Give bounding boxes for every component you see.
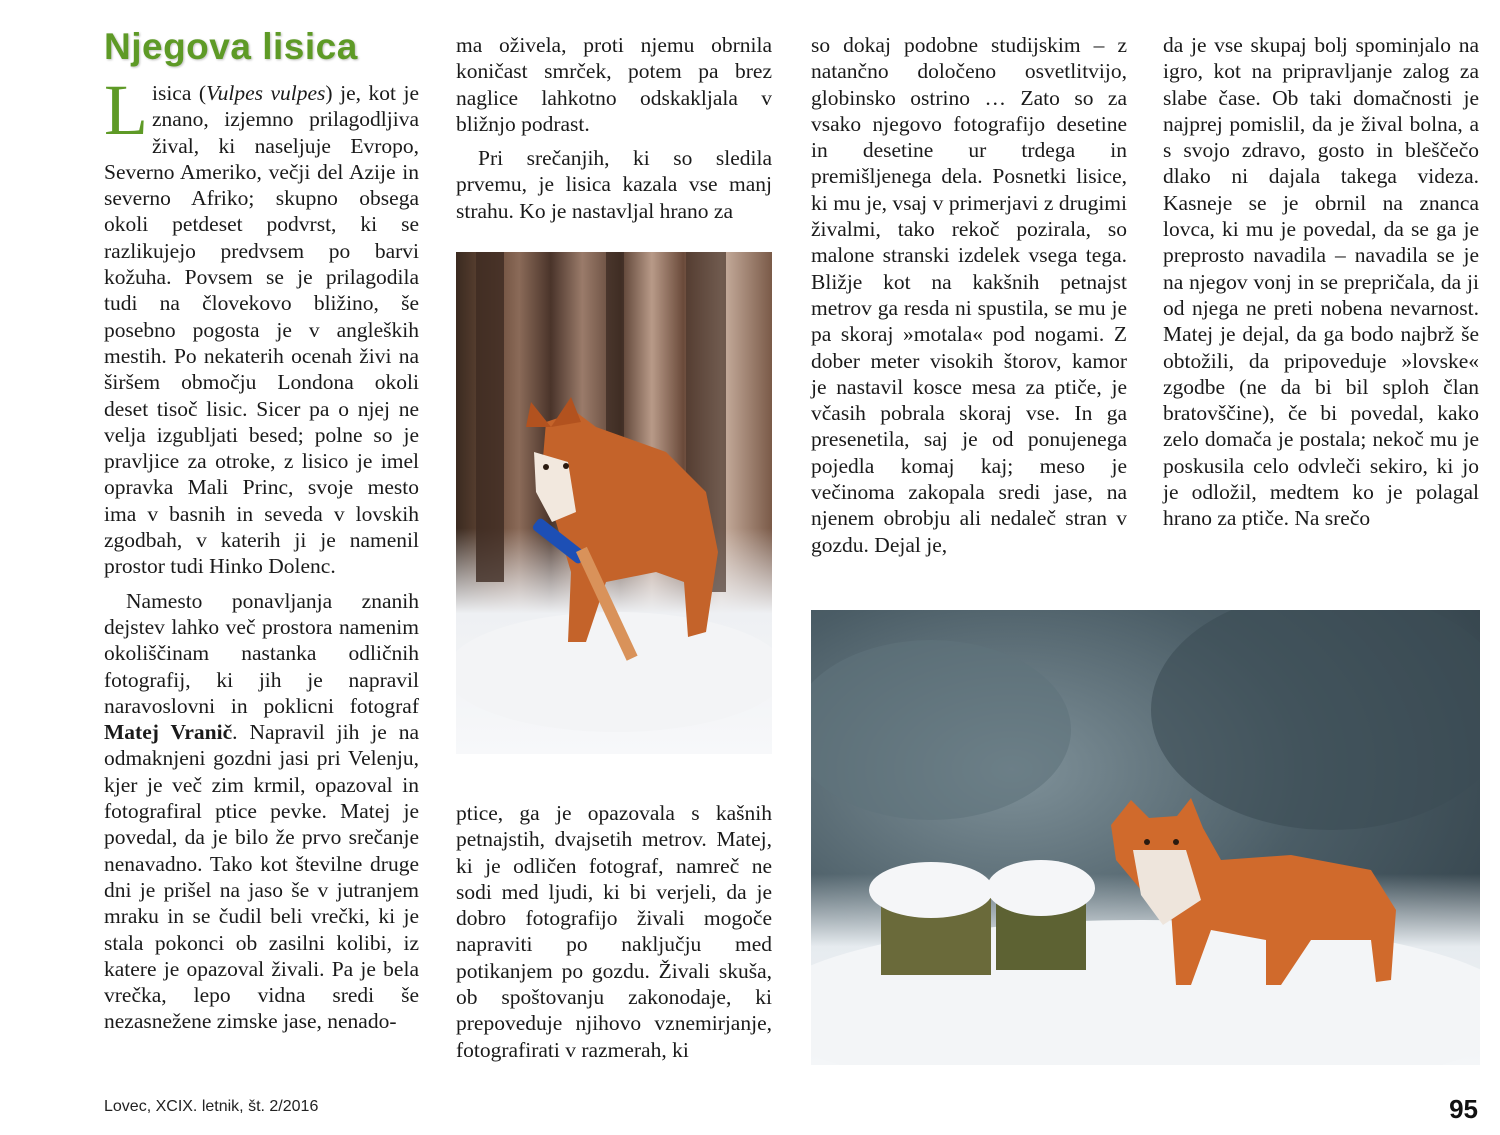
paragraph-col2-3: ptice, ga je opazovala s kašnih petnajstih, dvajsetih metrov. Matej, ki je odličen fotograf, namreč ne sodi med ljudi, ki bi verjeli, da je dobro fotografijo živali mogoče napraviti po naključju med potikanjem po gozdu. Živali skuša, ob spoštovanju zakonodaje, ki prepoveduje njihovo vznemirjanje, fotografirati v razmerah, ki [456,801,772,1062]
column-1 [104,70,419,1060]
article-title: Njegova lisica [104,26,358,67]
issue-info: Lovec, XCIX. letnik, št. 2/2016 [104,1098,319,1115]
column-2-top [456,32,772,222]
paragraph-col2-1: ma oživela, proti njemu obrnila koničast smrček, potem pa brez naglice lahkotno odskakljala v bližnjo podrast. [456,33,772,136]
column-3 [811,32,1127,577]
photo-fox-with-axe [456,252,772,754]
paragraph-col4-1: da je vse skupaj bolj spominjalo na igro, kot na pripravljanje zalog za slabe čase. Ob taki domačnosti je najprej pomislil, da je žival bolna, a s svojo zdravo, gosto in bleščečo dlako ni dajala takega videza. Kasneje se je obrnil na znanca lovca, ki mu je povedal, da se ga je preprosto navadila – navadila se je na njegov vonj in se prepričala, da ji od njega ne preti nobena nevarnost. Matej je dejal, da ga bodo najbrž še obtožili, da pripoveduje »lovske« zgodbe (ne da bi bil sploh član bratovščine), če bi povedal, kako zelo domača je postala; nekoč mu je poskusila celo odvleči sekiro, ki jo je odložil, medtem ko je polagal hrano za ptiče. Na srečo [1163,33,1479,531]
column-4 [1163,32,1479,577]
page-number: 95 [1449,1094,1478,1124]
drop-cap: L [104,70,148,150]
photo-fox-with-stumps [811,610,1480,1065]
photographer-name: Matej Vranič [104,720,233,745]
fox-stumps-illustration [811,610,1480,1065]
paragraph-intro: Lisica (Vulpes vulpes) je, kot je znano, izjemno prilagodljiva žival, ki naseljuje Evropo, Severno Ameriko, večji del Azije in severno Afriko; skupno obsega okoli petdeset podvrst, ki se razlikujejo predvsem po barvi kožuha. Povsem se je prilagodila tudi na človekovo bližino, še posebno pogosta je v angleških mestih. Po nekaterih ocenah živi na širšem območju Londona okoli deset tisoč lisic. Sicer pa o njej ne velja izgubljati besed; polne so je pravljice za otroke, z lisico je imel opravka Mali Princ, svoje mesto ima v basnih in seveda v lovskih zgodbah, v katerih ji je namenil prostor tudi Hinko Dolenc. [104,70,419,579]
paragraph-photographer: Namesto ponavljanja znanih dejstev lahko več prostora namenim okoliščinam nastanka odličnih fotografij, ki jih je napravil naravoslovni in poklicni fotograf Matej Vranič. Napravil jih je na odmaknjeni gozdni jasi pri Velenju, kjer je več zim krmil, opazoval in fotografiral ptice pevke. Matej je povedal, da je bilo že prvo srečanje nenavadno. Tako kot številne druge dni je prišel na jaso še v jutranjem mraku in se čudil beli vrečki, ki je stala pokonci ob zasilni kolibi, iz katere je opazoval živali. Pa je bela vrečka, lepo vidna sredi še nezasnežene zimske jase, nenado- [104,588,419,1034]
column-2-bottom [456,800,772,1070]
paragraph-col2-2: Pri srečanjih, ki so sledila prvemu, je lisica kazala vse manj strahu. Ko je nastavljal hrano za [456,146,772,223]
paragraph-col3-1: so dokaj podobne studijskim – z natančno določeno osvetlitvijo, globinsko ostrino … Zato so za vsako njegovo fotografijo desetine in desetine ur trdega in premišljenega dela. Posnetki lisice, ki mu je, vsaj v primerjavi z drugimi živalmi, tako rekoč pozirala, so malone stranski izdelek vsega tega. Bližje kot na kakšnih petnajst metrov ga resda ni spustila, se mu je pa skoraj »motala« pod nogami. Z dober meter visokih štorov, kamor je nastavil kosce mesa za ptiče, je včasih pobrala skoraj vse. In ga presenetila, saj je od ponujenega pojedla komaj kaj; meso je večinoma zakopala sredi jase, na njenem obrobju ali nedaleč stran v gozdu. Dejal je, [811,33,1127,557]
fox-axe-illustration [456,252,772,754]
species-name: Vulpes vulpes [206,81,326,105]
